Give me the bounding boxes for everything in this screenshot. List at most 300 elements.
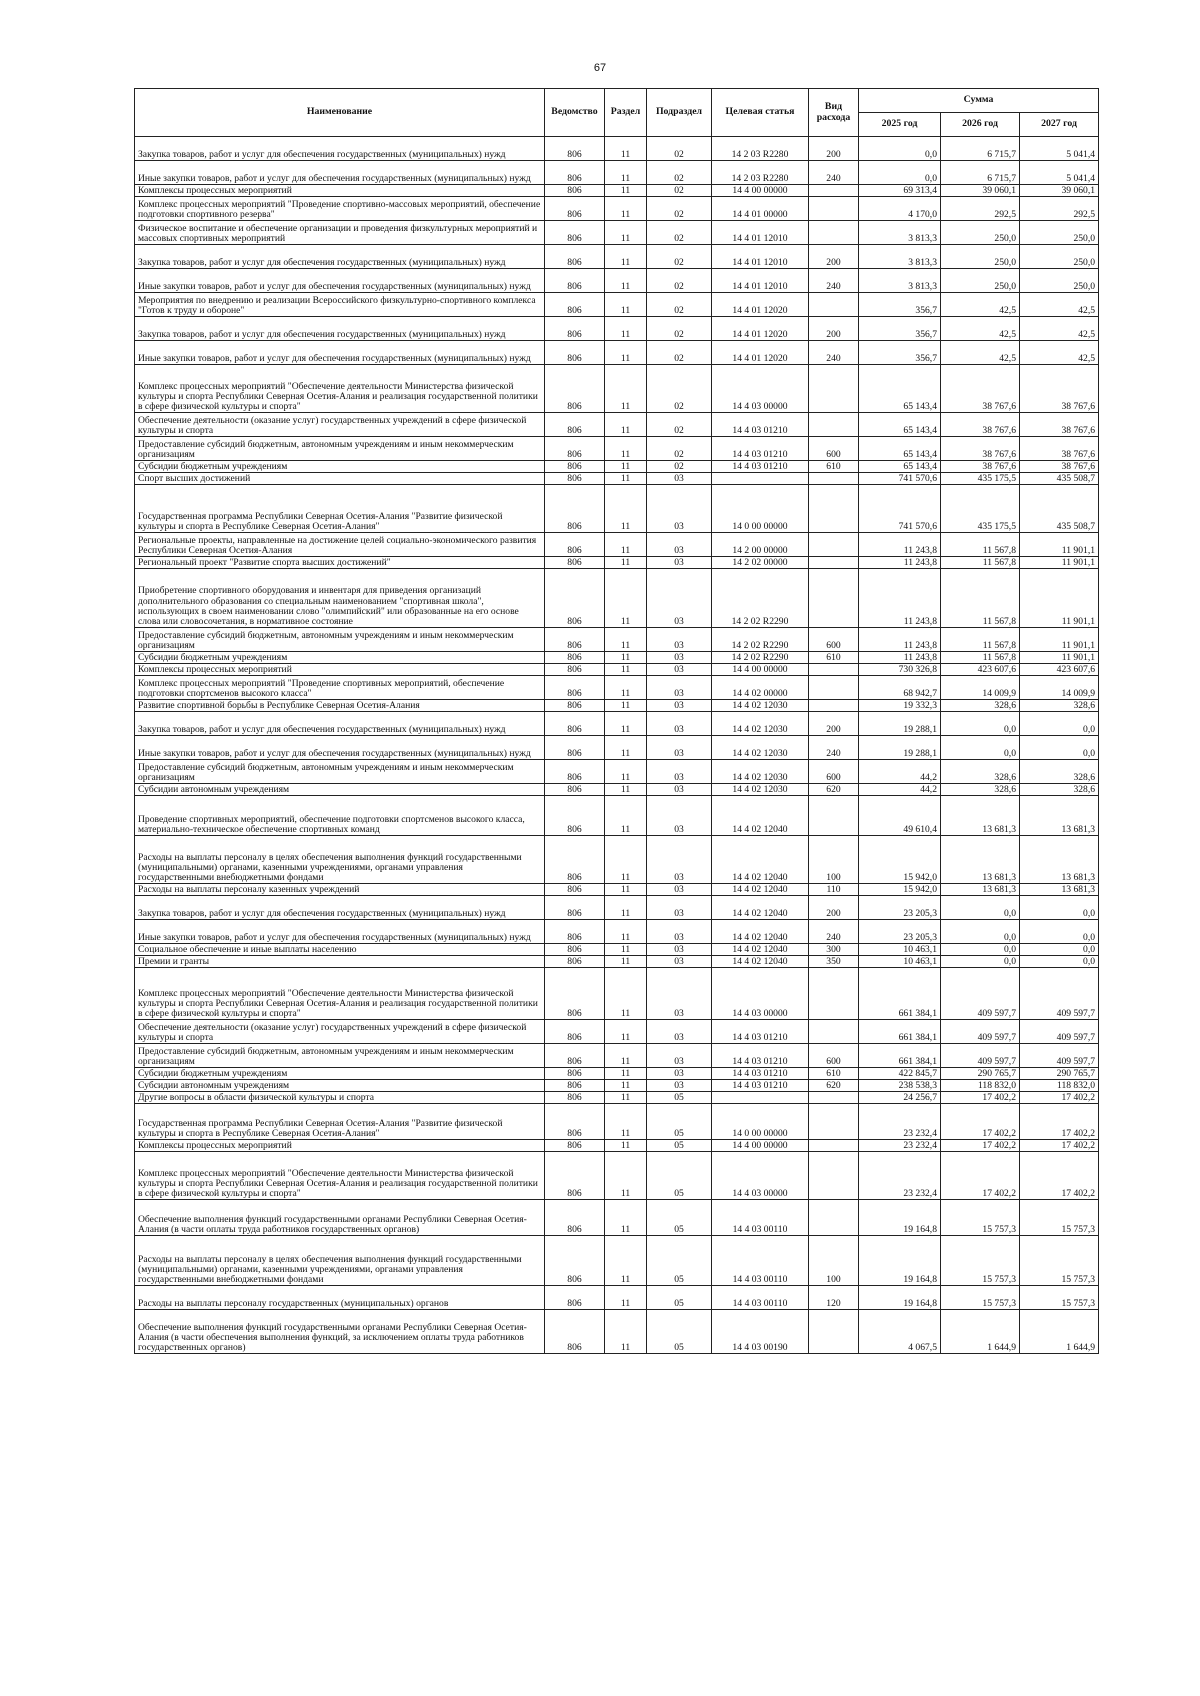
- cell-name: Предоставление субсидий бюджетным, автономным учреждениям и иным некоммерческим организациям: [135, 760, 545, 784]
- cell-dept: 806: [545, 796, 605, 836]
- cell-sub: 05: [647, 1200, 712, 1236]
- cell-sub: 03: [647, 557, 712, 569]
- cell-name: Проведение спортивных мероприятий, обеспечение подготовки спортсменов высокого класса, материально-техническое обеспечение спортивных команд: [135, 796, 545, 836]
- cell-name: Предоставление субсидий бюджетным, автономным учреждениям и иным некоммерческим организациям: [135, 1044, 545, 1068]
- cell-v27: 118 832,0: [1020, 1080, 1099, 1092]
- cell-sec: 11: [605, 1286, 647, 1310]
- cell-sub: 02: [647, 461, 712, 473]
- cell-name: Региональный проект "Развитие спорта высших достижений": [135, 557, 545, 569]
- cell-dept: 806: [545, 1104, 605, 1140]
- cell-dept: 806: [545, 968, 605, 1020]
- cell-tgt: 14 4 02 12040: [712, 884, 809, 896]
- table-row: [135, 1020, 1099, 1044]
- cell-dept: 806: [545, 461, 605, 473]
- cell-name: Комплексы процессных мероприятий: [135, 664, 545, 676]
- cell-dept: 806: [545, 1044, 605, 1068]
- cell-name: Иные закупки товаров, работ и услуг для обеспечения государственных (муниципальных) нужд: [135, 920, 545, 944]
- cell-v26: 250,0: [941, 269, 1020, 293]
- cell-v25: 10 463,1: [859, 956, 941, 968]
- cell-tgt: 14 4 02 12040: [712, 944, 809, 956]
- cell-dept: 806: [545, 920, 605, 944]
- cell-dept: 806: [545, 1092, 605, 1104]
- cell-tgt: [712, 473, 809, 485]
- cell-v25: 23 205,3: [859, 896, 941, 920]
- cell-v27: 435 508,7: [1020, 473, 1099, 485]
- cell-typ: 200: [809, 137, 859, 161]
- cell-v26: 328,6: [941, 700, 1020, 712]
- cell-v27: 11 901,1: [1020, 628, 1099, 652]
- cell-v25: 661 384,1: [859, 1044, 941, 1068]
- cell-name: Субсидии бюджетным учреждениям: [135, 461, 545, 473]
- cell-typ: [809, 197, 859, 221]
- cell-v25: 3 813,3: [859, 221, 941, 245]
- cell-v25: 356,7: [859, 317, 941, 341]
- cell-tgt: 14 4 02 12040: [712, 836, 809, 884]
- table-row: [135, 1310, 1099, 1354]
- table-row: [135, 1200, 1099, 1236]
- cell-name: Закупка товаров, работ и услуг для обеспечения государственных (муниципальных) нужд: [135, 712, 545, 736]
- table-row: [135, 1044, 1099, 1068]
- cell-v27: 423 607,6: [1020, 664, 1099, 676]
- cell-v25: 44,2: [859, 784, 941, 796]
- cell-v27: 11 901,1: [1020, 533, 1099, 557]
- table-row: [135, 1152, 1099, 1200]
- cell-sub: 03: [647, 1044, 712, 1068]
- cell-sub: 03: [647, 1020, 712, 1044]
- cell-typ: 100: [809, 836, 859, 884]
- cell-v25: 65 143,4: [859, 437, 941, 461]
- cell-v27: 15 757,3: [1020, 1286, 1099, 1310]
- cell-sec: 11: [605, 1310, 647, 1354]
- cell-tgt: 14 4 03 00110: [712, 1286, 809, 1310]
- cell-v27: 42,5: [1020, 341, 1099, 365]
- cell-v26: 11 567,8: [941, 652, 1020, 664]
- cell-v25: 19 288,1: [859, 736, 941, 760]
- cell-v27: 11 901,1: [1020, 569, 1099, 628]
- cell-sub: 03: [647, 736, 712, 760]
- cell-sub: 02: [647, 413, 712, 437]
- cell-sec: 11: [605, 884, 647, 896]
- cell-sub: 03: [647, 796, 712, 836]
- cell-tgt: 14 4 03 01210: [712, 437, 809, 461]
- cell-name: Предоставление субсидий бюджетным, автономным учреждениям и иным некоммерческим организациям: [135, 628, 545, 652]
- cell-sub: 03: [647, 700, 712, 712]
- cell-sec: 11: [605, 341, 647, 365]
- cell-name: Закупка товаров, работ и услуг для обеспечения государственных (муниципальных) нужд: [135, 245, 545, 269]
- cell-sec: 11: [605, 760, 647, 784]
- cell-v27: 328,6: [1020, 700, 1099, 712]
- cell-sec: 11: [605, 221, 647, 245]
- cell-dept: 806: [545, 836, 605, 884]
- cell-tgt: 14 4 01 12010: [712, 221, 809, 245]
- table-row: [135, 784, 1099, 796]
- table-row: [135, 461, 1099, 473]
- cell-typ: 200: [809, 245, 859, 269]
- cell-v25: 69 313,4: [859, 185, 941, 197]
- cell-v27: 328,6: [1020, 784, 1099, 796]
- cell-v27: 409 597,7: [1020, 968, 1099, 1020]
- cell-dept: 806: [545, 1200, 605, 1236]
- cell-v27: 42,5: [1020, 293, 1099, 317]
- cell-dept: 806: [545, 533, 605, 557]
- table-row: [135, 533, 1099, 557]
- cell-v26: 42,5: [941, 341, 1020, 365]
- cell-tgt: 14 4 03 01210: [712, 461, 809, 473]
- cell-v25: 422 845,7: [859, 1068, 941, 1080]
- cell-typ: 240: [809, 736, 859, 760]
- cell-tgt: 14 4 02 12040: [712, 796, 809, 836]
- table-row: [135, 956, 1099, 968]
- header-subsection: Подраздел: [647, 89, 712, 137]
- cell-typ: [809, 1020, 859, 1044]
- table-row: [135, 473, 1099, 485]
- cell-v26: 409 597,7: [941, 968, 1020, 1020]
- cell-v27: 38 767,6: [1020, 461, 1099, 473]
- table-row: [135, 664, 1099, 676]
- cell-typ: [809, 676, 859, 700]
- cell-sec: 11: [605, 652, 647, 664]
- cell-v25: 49 610,4: [859, 796, 941, 836]
- cell-sec: 11: [605, 628, 647, 652]
- cell-name: Иные закупки товаров, работ и услуг для обеспечения государственных (муниципальных) нужд: [135, 161, 545, 185]
- cell-v25: 356,7: [859, 293, 941, 317]
- cell-dept: 806: [545, 700, 605, 712]
- cell-tgt: 14 4 00 00000: [712, 1140, 809, 1152]
- cell-typ: [809, 485, 859, 533]
- cell-v25: 238 538,3: [859, 1080, 941, 1092]
- cell-sub: 03: [647, 760, 712, 784]
- cell-sec: 11: [605, 1200, 647, 1236]
- cell-sub: 05: [647, 1310, 712, 1354]
- cell-sub: 03: [647, 1080, 712, 1092]
- cell-sec: 11: [605, 796, 647, 836]
- cell-v25: 11 243,8: [859, 652, 941, 664]
- cell-dept: 806: [545, 557, 605, 569]
- cell-v25: 19 164,8: [859, 1200, 941, 1236]
- table-row: [135, 293, 1099, 317]
- cell-v25: 3 813,3: [859, 245, 941, 269]
- cell-v25: 741 570,6: [859, 485, 941, 533]
- cell-v26: 15 757,3: [941, 1236, 1020, 1286]
- cell-dept: 806: [545, 293, 605, 317]
- cell-name: Расходы на выплаты персоналу казенных учреждений: [135, 884, 545, 896]
- cell-dept: 806: [545, 1310, 605, 1354]
- cell-v26: 435 175,5: [941, 473, 1020, 485]
- cell-sec: 11: [605, 1068, 647, 1080]
- cell-v27: 38 767,6: [1020, 365, 1099, 413]
- cell-sub: 03: [647, 569, 712, 628]
- cell-typ: 610: [809, 1068, 859, 1080]
- cell-v25: 19 288,1: [859, 712, 941, 736]
- cell-v26: 6 715,7: [941, 137, 1020, 161]
- cell-sec: 11: [605, 317, 647, 341]
- cell-tgt: 14 2 03 R2280: [712, 137, 809, 161]
- cell-v26: 38 767,6: [941, 437, 1020, 461]
- cell-sub: 02: [647, 341, 712, 365]
- cell-sub: 03: [647, 676, 712, 700]
- cell-sub: 03: [647, 1068, 712, 1080]
- cell-sec: 11: [605, 1044, 647, 1068]
- cell-sec: 11: [605, 1104, 647, 1140]
- cell-typ: 610: [809, 461, 859, 473]
- cell-dept: 806: [545, 485, 605, 533]
- cell-v25: 11 243,8: [859, 569, 941, 628]
- cell-dept: 806: [545, 944, 605, 956]
- cell-sec: 11: [605, 137, 647, 161]
- cell-v25: 3 813,3: [859, 269, 941, 293]
- table-row: [135, 920, 1099, 944]
- cell-tgt: 14 4 02 12030: [712, 784, 809, 796]
- cell-name: Комплексы процессных мероприятий: [135, 185, 545, 197]
- cell-v26: 38 767,6: [941, 461, 1020, 473]
- cell-dept: 806: [545, 161, 605, 185]
- table-row: [135, 185, 1099, 197]
- cell-v27: 17 402,2: [1020, 1092, 1099, 1104]
- table-row: [135, 1092, 1099, 1104]
- cell-sub: 02: [647, 437, 712, 461]
- cell-tgt: 14 4 01 12020: [712, 341, 809, 365]
- cell-sub: 05: [647, 1236, 712, 1286]
- table-row: [135, 317, 1099, 341]
- cell-dept: 806: [545, 1236, 605, 1286]
- cell-sec: 11: [605, 161, 647, 185]
- cell-v26: 0,0: [941, 956, 1020, 968]
- cell-dept: 806: [545, 1068, 605, 1080]
- cell-v27: 17 402,2: [1020, 1104, 1099, 1140]
- cell-sec: 11: [605, 968, 647, 1020]
- cell-typ: 600: [809, 760, 859, 784]
- cell-v26: 0,0: [941, 736, 1020, 760]
- cell-dept: 806: [545, 784, 605, 796]
- cell-v25: 65 143,4: [859, 461, 941, 473]
- table-row: [135, 944, 1099, 956]
- table-row: [135, 221, 1099, 245]
- cell-typ: [809, 796, 859, 836]
- table-row: [135, 736, 1099, 760]
- cell-name: Другие вопросы в области физической культуры и спорта: [135, 1092, 545, 1104]
- cell-v25: 15 942,0: [859, 836, 941, 884]
- cell-v25: 4 170,0: [859, 197, 941, 221]
- cell-sec: 11: [605, 1140, 647, 1152]
- cell-sec: 11: [605, 784, 647, 796]
- cell-v25: 661 384,1: [859, 968, 941, 1020]
- cell-tgt: 14 4 03 01210: [712, 413, 809, 437]
- cell-v27: 15 757,3: [1020, 1236, 1099, 1286]
- cell-tgt: 14 4 03 01210: [712, 1080, 809, 1092]
- cell-dept: 806: [545, 269, 605, 293]
- cell-typ: [809, 185, 859, 197]
- cell-name: Иные закупки товаров, работ и услуг для обеспечения государственных (муниципальных) нужд: [135, 269, 545, 293]
- cell-sub: 03: [647, 533, 712, 557]
- cell-v26: 11 567,8: [941, 533, 1020, 557]
- cell-tgt: 14 4 01 12020: [712, 317, 809, 341]
- cell-v27: 15 757,3: [1020, 1200, 1099, 1236]
- cell-v26: 6 715,7: [941, 161, 1020, 185]
- cell-tgt: 14 4 02 12030: [712, 700, 809, 712]
- table-row: [135, 1080, 1099, 1092]
- cell-typ: [809, 1310, 859, 1354]
- cell-v25: 11 243,8: [859, 628, 941, 652]
- cell-v26: 13 681,3: [941, 836, 1020, 884]
- cell-typ: [809, 1152, 859, 1200]
- cell-name: Расходы на выплаты персоналу государственных (муниципальных) органов: [135, 1286, 545, 1310]
- cell-tgt: 14 4 02 12040: [712, 896, 809, 920]
- cell-name: Обеспечение выполнения функций государственными органами Республики Северная Осетия-Алания (в части обеспечения выполнения функций, за исключением оплаты труда работников государственных органов): [135, 1310, 545, 1354]
- cell-v27: 0,0: [1020, 944, 1099, 956]
- cell-typ: [809, 1092, 859, 1104]
- header-year-2026: 2026 год: [941, 113, 1020, 137]
- cell-v25: 23 232,4: [859, 1152, 941, 1200]
- cell-v26: 42,5: [941, 317, 1020, 341]
- cell-v25: 24 256,7: [859, 1092, 941, 1104]
- cell-v26: 435 175,5: [941, 485, 1020, 533]
- cell-sec: 11: [605, 956, 647, 968]
- cell-name: Иные закупки товаров, работ и услуг для обеспечения государственных (муниципальных) нужд: [135, 341, 545, 365]
- cell-v26: 0,0: [941, 712, 1020, 736]
- cell-v27: 17 402,2: [1020, 1152, 1099, 1200]
- cell-v27: 5 041,4: [1020, 161, 1099, 185]
- header-dept: Ведомство: [545, 89, 605, 137]
- cell-name: Социальное обеспечение и иные выплаты населению: [135, 944, 545, 956]
- cell-tgt: 14 4 03 01210: [712, 1068, 809, 1080]
- cell-dept: 806: [545, 760, 605, 784]
- cell-v25: 65 143,4: [859, 413, 941, 437]
- cell-typ: 240: [809, 341, 859, 365]
- cell-typ: [809, 473, 859, 485]
- cell-v26: 38 767,6: [941, 365, 1020, 413]
- table-row: [135, 137, 1099, 161]
- cell-sub: 05: [647, 1104, 712, 1140]
- cell-name: Развитие спортивной борьбы в Республике Северная Осетия-Алания: [135, 700, 545, 712]
- cell-sub: 02: [647, 245, 712, 269]
- cell-dept: 806: [545, 197, 605, 221]
- cell-v27: 13 681,3: [1020, 836, 1099, 884]
- cell-name: Государственная программа Республики Северная Осетия-Алания "Развитие физической культуры и спорта в Республике Северная Осетия-Алания": [135, 485, 545, 533]
- cell-v25: 44,2: [859, 760, 941, 784]
- cell-dept: 806: [545, 1286, 605, 1310]
- cell-tgt: 14 2 02 R2290: [712, 652, 809, 664]
- table-body: [135, 137, 1099, 1354]
- cell-dept: 806: [545, 956, 605, 968]
- cell-dept: 806: [545, 569, 605, 628]
- cell-v26: 39 060,1: [941, 185, 1020, 197]
- cell-v27: 11 901,1: [1020, 652, 1099, 664]
- cell-v27: 1 644,9: [1020, 1310, 1099, 1354]
- cell-v26: 17 402,2: [941, 1104, 1020, 1140]
- table-row: [135, 1140, 1099, 1152]
- cell-v26: 17 402,2: [941, 1152, 1020, 1200]
- cell-tgt: 14 4 02 12030: [712, 760, 809, 784]
- cell-tgt: 14 4 00 00000: [712, 185, 809, 197]
- cell-sec: 11: [605, 1092, 647, 1104]
- cell-typ: [809, 1104, 859, 1140]
- cell-v27: 0,0: [1020, 712, 1099, 736]
- table-row: [135, 896, 1099, 920]
- cell-v27: 435 508,7: [1020, 485, 1099, 533]
- cell-name: Предоставление субсидий бюджетным, автономным учреждениям и иным некоммерческим организациям: [135, 437, 545, 461]
- cell-v27: 5 041,4: [1020, 137, 1099, 161]
- cell-sub: 03: [647, 968, 712, 1020]
- cell-typ: 240: [809, 920, 859, 944]
- cell-v25: 730 326,8: [859, 664, 941, 676]
- cell-name: Комплекс процессных мероприятий "Проведение спортивных мероприятий, обеспечение подготовки спортсменов высокого класса": [135, 676, 545, 700]
- cell-v26: 14 009,9: [941, 676, 1020, 700]
- header-expense-type: Вид расхода: [809, 89, 859, 137]
- page-number: 67: [593, 62, 607, 74]
- cell-sub: 03: [647, 712, 712, 736]
- cell-typ: [809, 293, 859, 317]
- cell-sec: 11: [605, 557, 647, 569]
- cell-sec: 11: [605, 485, 647, 533]
- cell-name: Обеспечение выполнения функций государственными органами Республики Северная Осетия-Алания (в части оплаты труда работников государственных органов): [135, 1200, 545, 1236]
- cell-sec: 11: [605, 437, 647, 461]
- cell-typ: [809, 1200, 859, 1236]
- cell-typ: [809, 1140, 859, 1152]
- cell-typ: 600: [809, 628, 859, 652]
- cell-sub: 03: [647, 836, 712, 884]
- cell-v25: 19 164,8: [859, 1286, 941, 1310]
- cell-dept: 806: [545, 664, 605, 676]
- cell-dept: 806: [545, 185, 605, 197]
- cell-sec: 11: [605, 700, 647, 712]
- cell-dept: 806: [545, 736, 605, 760]
- cell-sec: 11: [605, 920, 647, 944]
- cell-sec: 11: [605, 1080, 647, 1092]
- cell-name: Субсидии бюджетным учреждениям: [135, 1068, 545, 1080]
- cell-sec: 11: [605, 185, 647, 197]
- cell-name: Закупка товаров, работ и услуг для обеспечения государственных (муниципальных) нужд: [135, 896, 545, 920]
- cell-typ: 350: [809, 956, 859, 968]
- cell-sub: 02: [647, 137, 712, 161]
- cell-v27: 292,5: [1020, 197, 1099, 221]
- cell-dept: 806: [545, 1140, 605, 1152]
- cell-name: Комплексы процессных мероприятий: [135, 1140, 545, 1152]
- cell-v27: 409 597,7: [1020, 1020, 1099, 1044]
- cell-v26: 0,0: [941, 896, 1020, 920]
- cell-v27: 13 681,3: [1020, 884, 1099, 896]
- cell-v25: 741 570,6: [859, 473, 941, 485]
- cell-v26: 328,6: [941, 784, 1020, 796]
- cell-typ: [809, 533, 859, 557]
- cell-tgt: 14 4 03 00000: [712, 968, 809, 1020]
- cell-tgt: 14 4 02 12040: [712, 920, 809, 944]
- cell-sec: 11: [605, 269, 647, 293]
- cell-name: Обеспечение деятельности (оказание услуг) государственных учреждений в сфере физической культуры и спорта: [135, 1020, 545, 1044]
- cell-sec: 11: [605, 533, 647, 557]
- cell-sub: 02: [647, 365, 712, 413]
- cell-sub: 03: [647, 944, 712, 956]
- cell-typ: [809, 221, 859, 245]
- cell-v25: 10 463,1: [859, 944, 941, 956]
- table-row: [135, 1236, 1099, 1286]
- cell-v26: 292,5: [941, 197, 1020, 221]
- cell-dept: 806: [545, 676, 605, 700]
- cell-typ: [809, 569, 859, 628]
- table-row: [135, 1104, 1099, 1140]
- cell-dept: 806: [545, 884, 605, 896]
- cell-v25: 11 243,8: [859, 533, 941, 557]
- cell-v26: 409 597,7: [941, 1044, 1020, 1068]
- cell-dept: 806: [545, 137, 605, 161]
- cell-v25: 0,0: [859, 137, 941, 161]
- cell-tgt: 14 0 00 00000: [712, 485, 809, 533]
- cell-tgt: 14 2 02 R2290: [712, 628, 809, 652]
- cell-typ: 110: [809, 884, 859, 896]
- cell-name: Субсидии автономным учреждениям: [135, 1080, 545, 1092]
- cell-v26: 250,0: [941, 245, 1020, 269]
- cell-v25: 68 942,7: [859, 676, 941, 700]
- cell-v27: 409 597,7: [1020, 1044, 1099, 1068]
